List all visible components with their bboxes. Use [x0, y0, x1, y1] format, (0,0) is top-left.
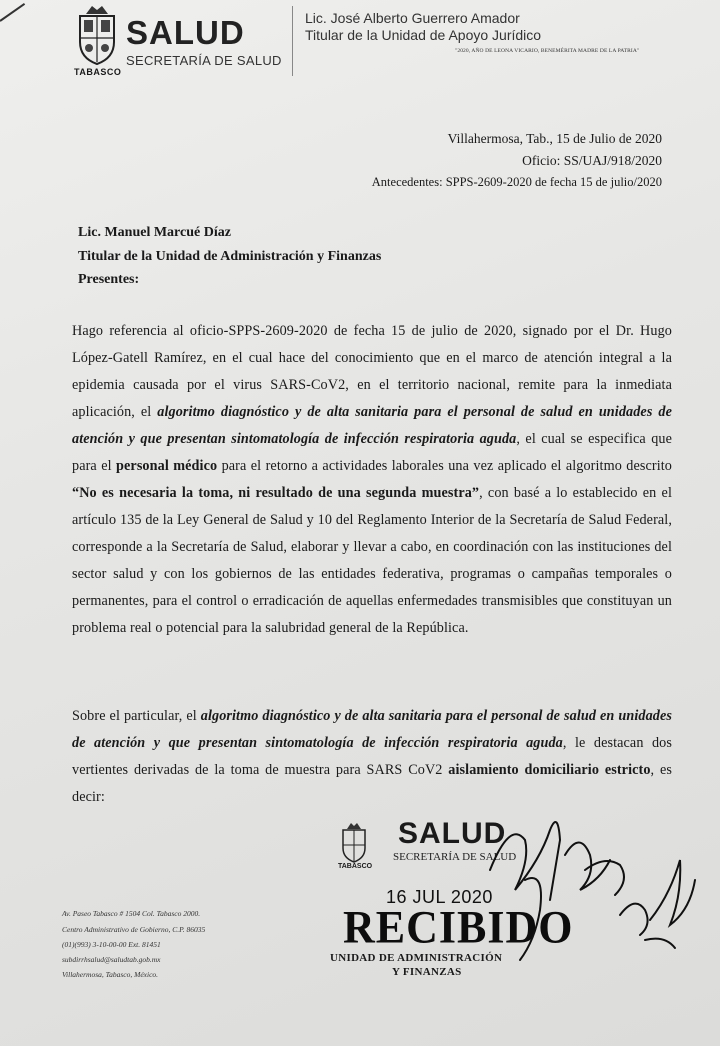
addressee-name: Lic. Manuel Marcué Díaz — [78, 225, 231, 240]
body-paragraph-1: Hago referencia al oficio-SPPS-2609-2020 de fecha 15 de julio de 2020, signado por el Dr. Hugo López-Gatell Ramírez, en el cual hace del conocimiento que en el marco de atención integral a la epidemia causada por el virus SARS-CoV2, en el territorio nacional, remite para la inmediata aplicación, el algoritmo diagnóstico y de alta sanitaria para el personal de salud en unidades de atención y que presentan sintomatología de infección respiratoria aguda, el cual se especifica que para el personal médico para el retorno a actividades laborales una vez aplicado el algoritmo descrito “No es necesaria la toma, ni resultado de una segunda muestra”, con basé a lo establecido en el artículo 135 de la Ley General de Salud y 10 del Reglamento Interior de la Secretaría de Salud Federal, corresponde a la Secretaría de Salud, elaborar y llevar a cabo, en coordinación con las instituciones del sector salud y con los gobiernos de las entidades federativa, programas o campañas temporales o permanentes, para el control o erradicación de aquellas enfermedades transmisibles que constituyan un problema real o potencial para la salubridad general de la República. — [72, 323, 672, 636]
greeting: Presentes: — [78, 272, 140, 287]
pen-mark — [0, 3, 25, 22]
header-brand: SALUD — [126, 14, 245, 51]
stamp-state-label: TABASCO — [338, 863, 373, 870]
stamp-unit-line-1: UNIDAD DE ADMINISTRACIÓN — [330, 952, 503, 964]
sender-title: Titular de la Unidad de Apoyo Jurídico — [305, 27, 542, 43]
footer-city: Villahermosa, Tabasco, México. — [62, 970, 159, 979]
header-divider — [292, 6, 293, 76]
handwritten-signature — [470, 800, 700, 970]
place-and-date: Villahermosa, Tab., 15 de Julio de 2020 — [447, 131, 662, 146]
stamp-brand: SALUD — [398, 817, 507, 850]
year-motto: "2020, AÑO DE LEONA VICARIO, BENEMÉRITA MADRE DE LA PATRIA" — [455, 48, 640, 54]
footer-phone: (01)(993) 3-10-00-00 Ext. 81451 — [62, 940, 161, 949]
stamp-coat-of-arms-icon — [340, 822, 368, 864]
logo-state-label: TABASCO — [74, 67, 122, 77]
antecedentes: Antecedentes: SPPS-2609-2020 de fecha 15 de julio/2020 — [371, 175, 662, 189]
addressee-title: Titular de la Unidad de Administración y Finanzas — [78, 249, 382, 264]
sender-name: Lic. José Alberto Guerrero Amador — [305, 10, 520, 26]
stamp-date: 16 JUL 2020 — [386, 887, 493, 907]
stamp-brand-subtitle: SECRETARÍA DE SALUD — [393, 851, 517, 863]
stamp-unit-line-2: Y FINANZAS — [392, 966, 462, 978]
footer-address: Av. Paseo Tabasco # 1504 Col. Tabasco 2000. — [62, 909, 201, 918]
body-paragraph-2: Sobre el particular, el algoritmo diagnóstico y de alta sanitaria para el personal de salud en unidades de atención y que presentan sintomatología de infección respiratoria aguda, le destacan dos vertientes derivadas de la toma de muestra para SARS CoV2 aislamiento domiciliario estricto, es decir: — [72, 708, 672, 805]
header-brand-subtitle: SECRETARÍA DE SALUD — [126, 53, 282, 68]
oficio-number: Oficio: SS/UAJ/918/2020 — [522, 153, 662, 168]
footer-email: subdirrhsalud@saludtab.gob.mx — [62, 955, 161, 964]
tabasco-coat-of-arms-icon — [76, 4, 118, 66]
footer-center: Centro Administrativo de Gobierno, C.P. 86035 — [62, 925, 206, 934]
stamp-received: RECIBIDO — [343, 901, 574, 954]
